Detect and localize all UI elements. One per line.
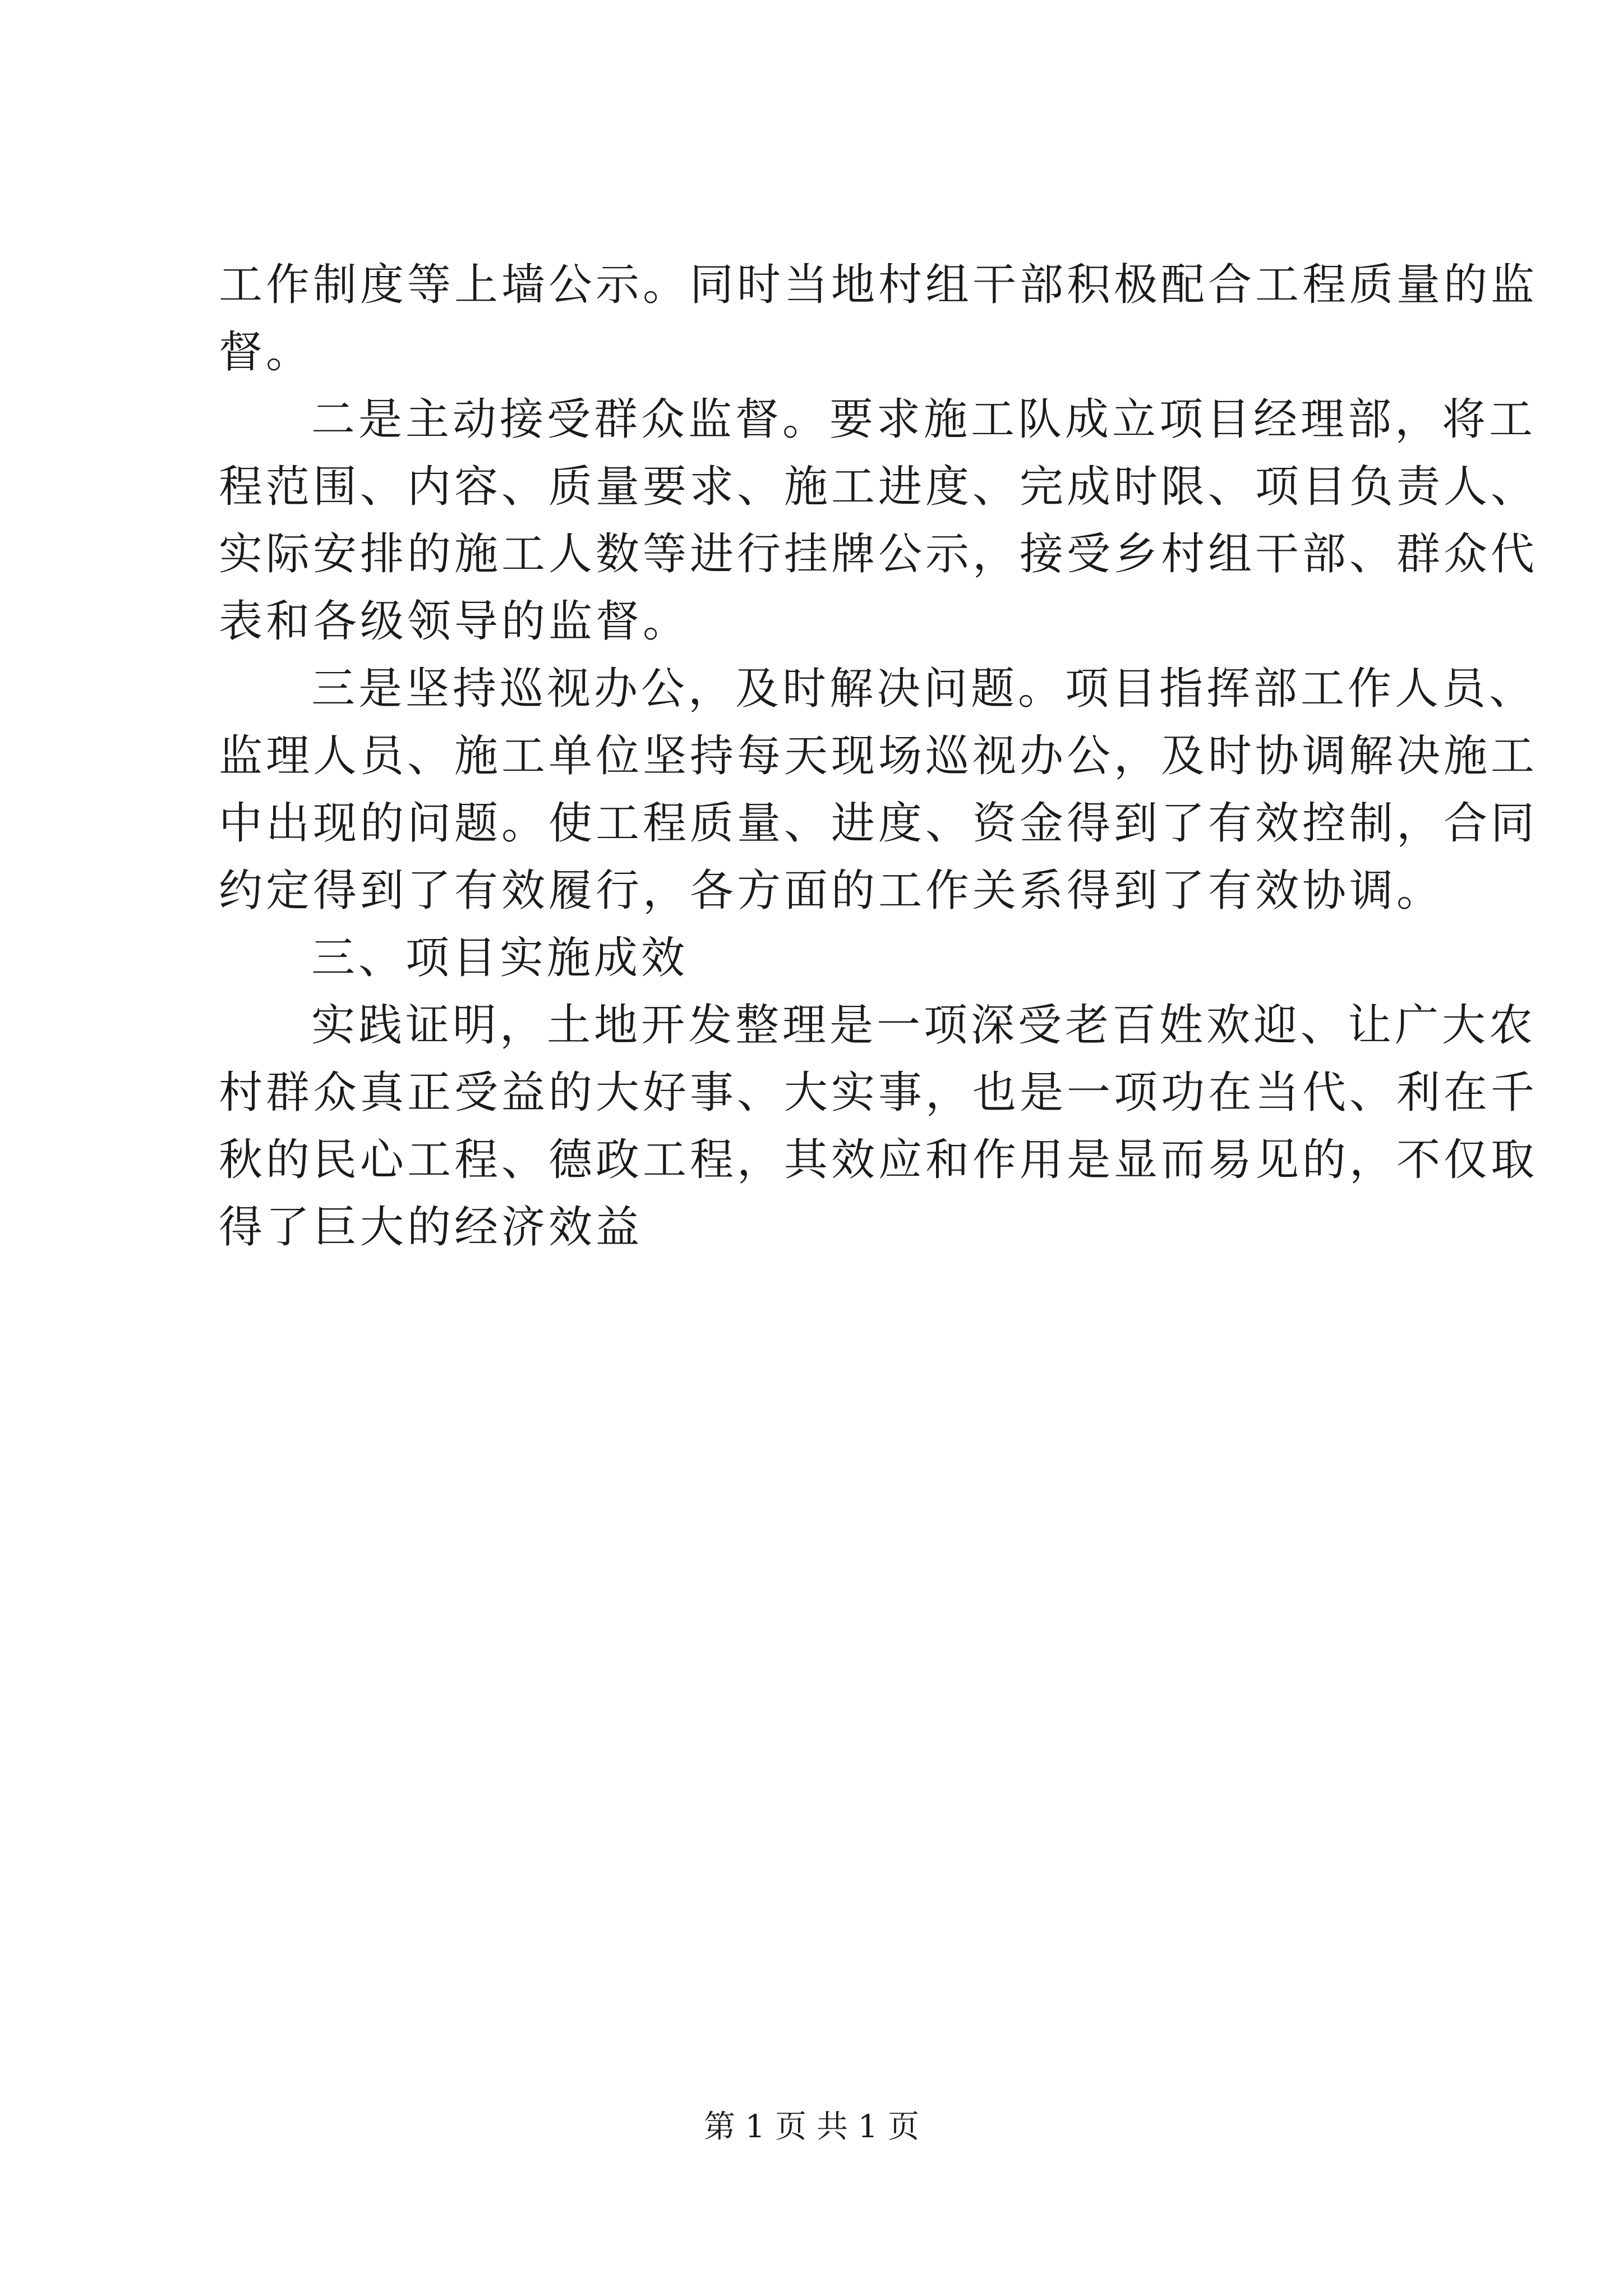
paragraph-results-start: 实践证明，土地开发整理是一项深受老百姓欢迎、让广大农 — [311, 1000, 1537, 1051]
body-line-8: 监理人员、施工单位坚持每天现场巡视办公，及时协调解决施工 — [219, 731, 1538, 781]
body-line-13: 村群众真正受益的大好事、大实事，也是一项功在当代、利在千 — [219, 1068, 1538, 1118]
body-line-15: 得了巨大的经济效益 — [219, 1202, 643, 1253]
body-line-10: 约定得到了有效履行，各方面的工作关系得到了有效协调。 — [219, 866, 1444, 916]
paragraph-inspection-start: 三是坚持巡视办公，及时解决问题。项目指挥部工作人员、 — [311, 664, 1537, 714]
body-line-4: 程范围、内容、质量要求、施工进度、完成时限、项目负责人、 — [219, 462, 1538, 512]
body-line-14: 秋的民心工程、德政工程，其效应和作用是显而易见的，不仅取 — [219, 1135, 1538, 1185]
section-heading: 三、项目实施成效 — [311, 933, 689, 983]
body-line-2: 督。 — [219, 327, 313, 378]
page-footer — [0, 2105, 1623, 2150]
body-line-5: 实际安排的施工人数等进行挂牌公示，接受乡村组干部、群众代 — [219, 529, 1538, 579]
paragraph-supervision-start: 二是主动接受群众监督。要求施工队成立项目经理部，将工 — [311, 394, 1537, 445]
body-line-6: 表和各级领导的监督。 — [219, 596, 690, 647]
page-number: 第 1 页 共 1 页 — [703, 2109, 920, 2145]
body-line-9: 中出现的问题。使工程质量、进度、资金得到了有效控制，合同 — [219, 798, 1538, 849]
body-line-1: 工作制度等上墙公示。同时当地村组干部积极配合工程质量的监 — [219, 260, 1538, 310]
document-body — [219, 251, 1538, 1261]
